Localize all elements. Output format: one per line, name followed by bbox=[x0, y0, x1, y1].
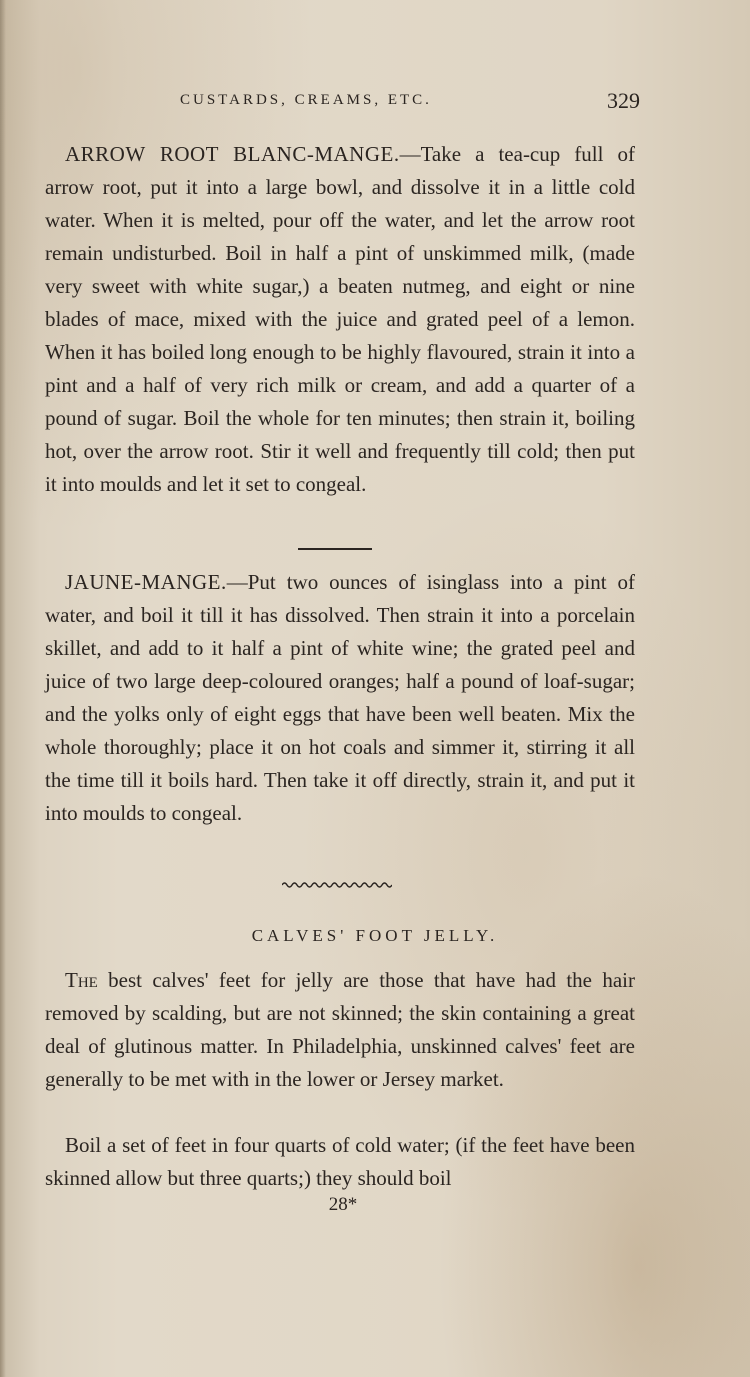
signature-mark: 28* bbox=[328, 1194, 358, 1215]
separator-rule bbox=[298, 548, 372, 550]
binding-shadow bbox=[0, 0, 6, 1377]
section-title: CALVES' FOOT JELLY. bbox=[251, 926, 499, 945]
entry-title: JAUNE-MANGE. bbox=[65, 570, 227, 594]
page-number: 329 bbox=[607, 88, 640, 113]
section-paragraph-2: Boil a set of feet in four quarts of cold water; (if the feet have been skinned allow but three quarts;) they should boil bbox=[45, 1133, 635, 1190]
page-header bbox=[40, 88, 640, 118]
entry-body: —Put two ounces of isinglass into a pint of water, and boil it till it has dissolved. Then strain it into a porcelain skillet, and add to it half a pint of white wine; the grated peel and juice of two large deep-coloured oranges; half a pound of loaf-sugar; and the yolks only of eight eggs that have been well beaten. Mix the whole thoroughly; place it on hot coals and simmer it, stirring it all the time till it boils hard. Then take it off directly, strain it, and put it into moulds to congeal. bbox=[45, 570, 635, 825]
entry-arrow-root-blanc-mange bbox=[45, 138, 635, 501]
lead-word: The bbox=[65, 968, 98, 992]
entry-jaune-mange bbox=[45, 566, 635, 830]
ornamental-squiggle bbox=[282, 880, 392, 890]
entry-title: ARROW ROOT BLANC-MANGE. bbox=[65, 142, 400, 166]
section-paragraph-1 bbox=[45, 964, 635, 1096]
entry-body: —Take a tea-cup full of arrow root, put it into a large bowl, and dissolve it in a little cold water. When it is melted, pour off the water, and let the arrow root remain undisturbed. Boil in half a pint of unskimmed milk, (made very sweet with white sugar,) a beaten nutmeg, and eight or nine blades of mace, mixed with the juice and grated peel of a lemon. When it has boiled long enough to be highly flavoured, strain it into a pint and a half of very rich milk or cream, and add a quarter of a pound of sugar. Boil the whole for ten minutes; then strain it, boiling hot, over the arrow root. Stir it well and frequently till cold; then put it into moulds and let it set to congeal. bbox=[45, 142, 635, 496]
running-head: CUSTARDS, CREAMS, ETC. bbox=[180, 92, 432, 108]
paragraph-text: best calves' feet for jelly are those that have had the hair removed by scalding, but are not skinned; the skin containing a great deal of glutinous matter. In Philadelphia, unskinned calves' feet are generally to be met with in the lower or Jersey market. bbox=[45, 968, 635, 1091]
